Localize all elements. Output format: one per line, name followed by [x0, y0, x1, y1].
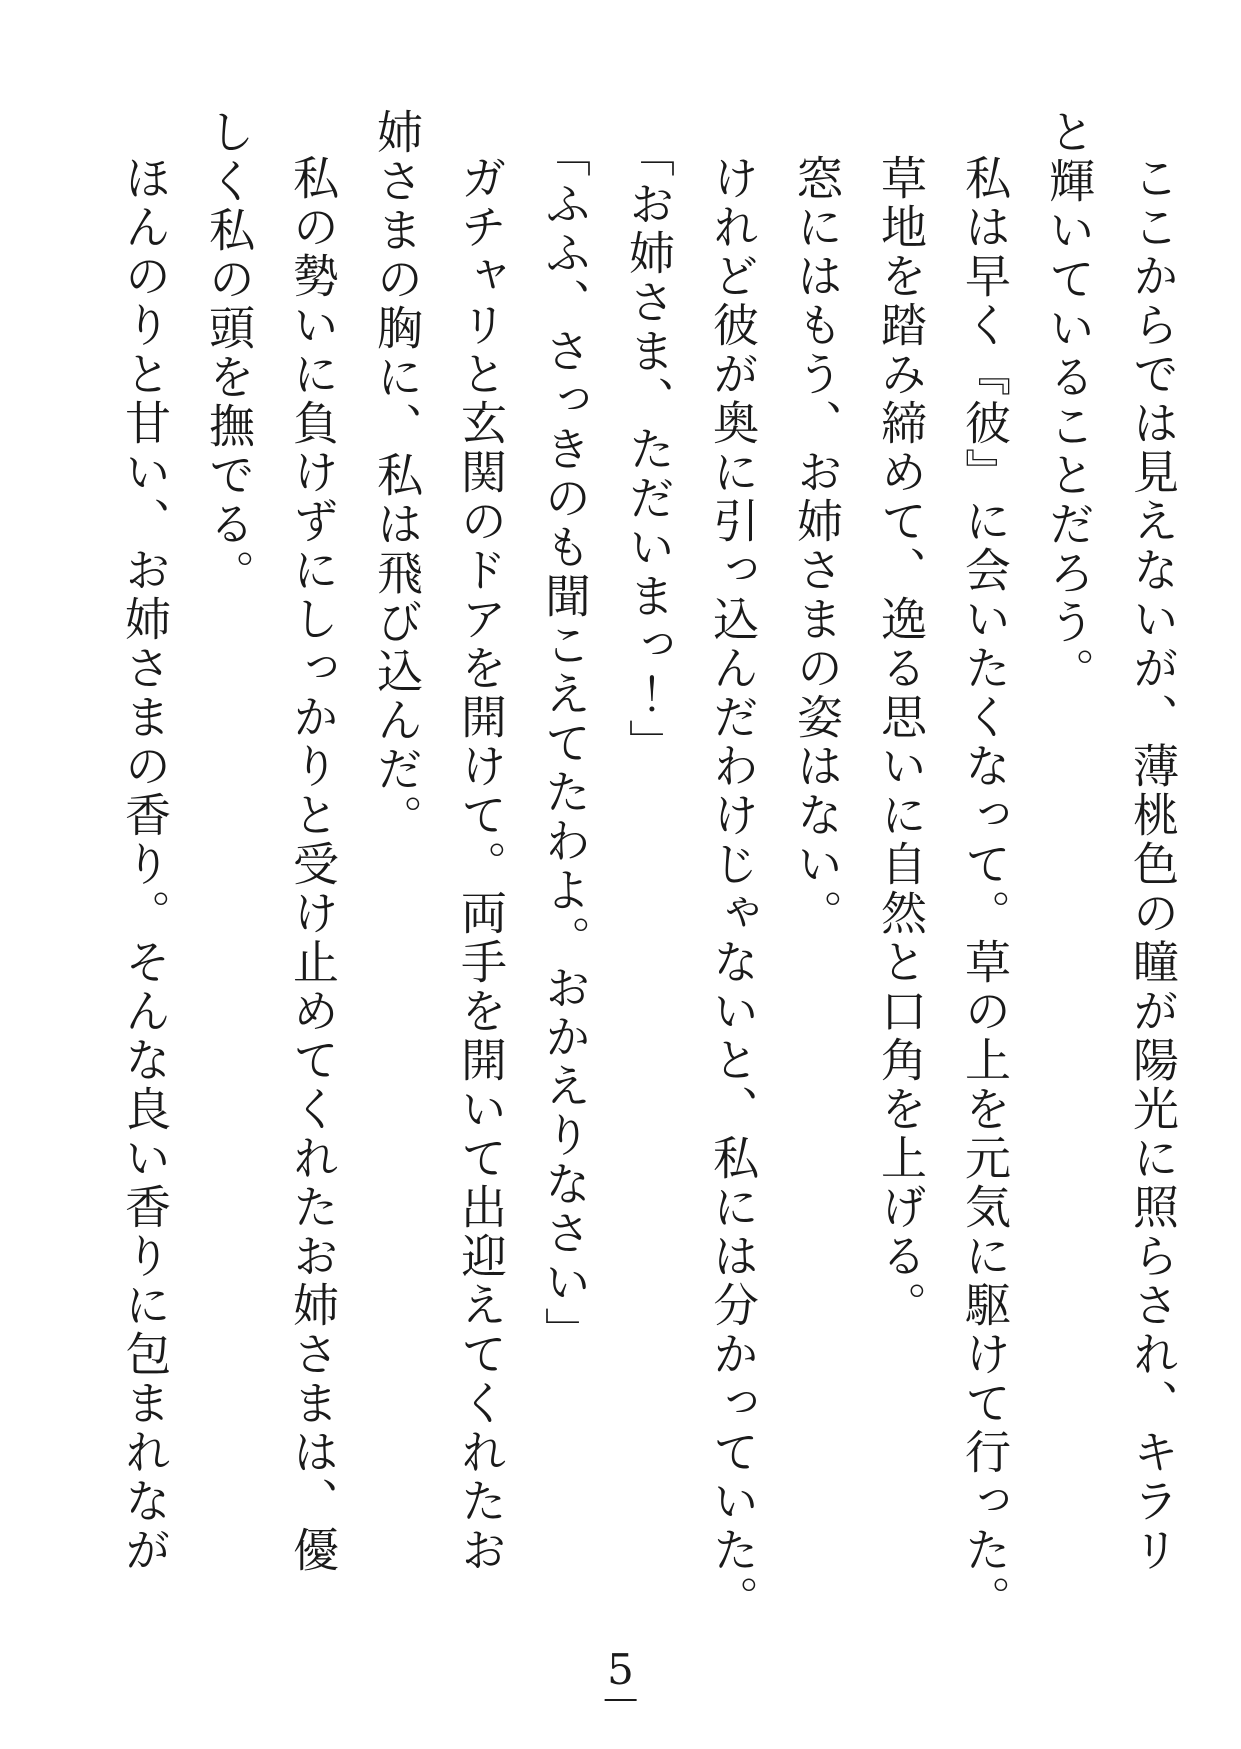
text-line: 草地を踏み締めて、逸る思いに自然と口角を上げる。: [874, 154, 928, 1330]
paragraph: [523, 108, 607, 1668]
paragraph: [103, 108, 187, 1668]
paragraph: [355, 108, 523, 1668]
paragraph: [691, 108, 775, 1668]
text-line: けれど彼が奥に引っ込んだわけじゃないと、私には分かっていた。: [706, 154, 760, 1624]
text-line: ここからでは見えないが、薄桃色の瞳が陽光に照らされ、キラリ: [1126, 154, 1180, 1575]
paragraph: [187, 108, 355, 1668]
text-line: 窓にはもう、お姉さまの姿はない。: [790, 154, 844, 938]
paragraph: [775, 108, 859, 1668]
text-line: 姉さまの胸に、私は飛び込んだ。: [370, 108, 424, 843]
paragraph: [859, 108, 943, 1668]
text-line: ガチャリと玄関のドアを開けて。両手を開いて出迎えてくれたお: [454, 154, 508, 1575]
paragraph: [607, 108, 691, 1668]
text-line: 私の勢いに負けずにしっかりと受け止めてくれたお姉さまは、優: [286, 154, 340, 1575]
text-line: と輝いていることだろう。: [1042, 108, 1096, 696]
text-line: ほんのりと甘い、お姉さまの香り。そんな良い香りに包まれなが: [118, 154, 172, 1575]
paragraph: [943, 108, 1027, 1668]
text-line: 「お姉さま、ただいまっ！」: [622, 131, 676, 768]
paragraph: [1027, 108, 1195, 1668]
text-line: 「ふふ、さっきのも聞こえてたわよ。おかえりなさい」: [538, 131, 592, 1356]
vertical-text-area: [45, 108, 1195, 1668]
text-line: 私は早く『彼』に会いたくなって。草の上を元気に駆けて行った。: [958, 154, 1012, 1624]
page-number: 5: [604, 1645, 637, 1701]
text-line: しく私の頭を撫でる。: [202, 108, 256, 598]
